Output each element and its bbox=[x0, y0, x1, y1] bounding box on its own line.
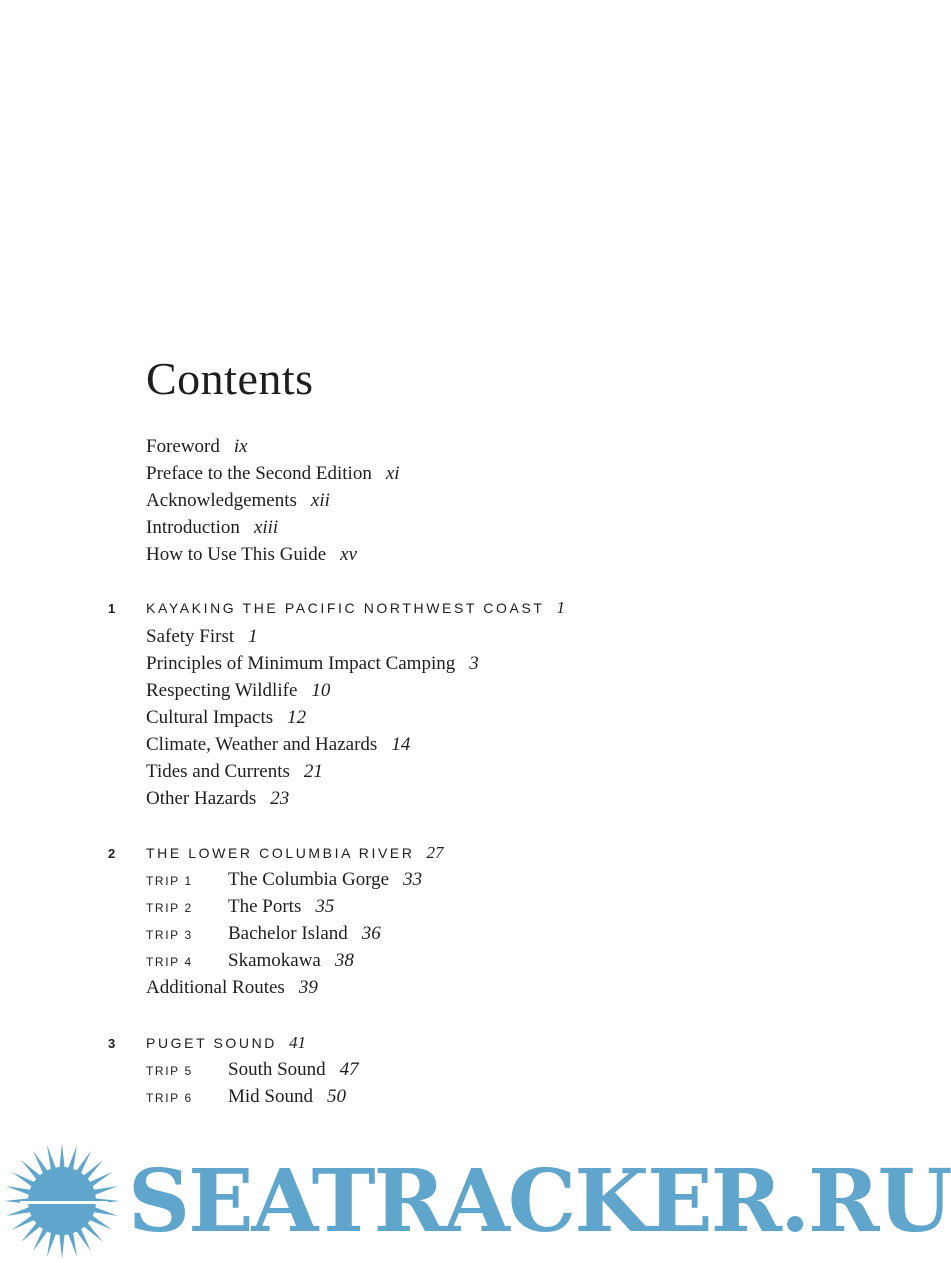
trip-label: TRIP 3 bbox=[146, 928, 193, 942]
entry-page: 14 bbox=[391, 734, 411, 755]
toc-entry[interactable] bbox=[146, 734, 410, 756]
entry-label: Preface to the Second Edition bbox=[146, 463, 372, 484]
chapter-number: 3 bbox=[108, 1036, 116, 1051]
trip-label: TRIP 2 bbox=[146, 901, 193, 915]
chapter-title-text: PUGET SOUND bbox=[146, 1035, 278, 1051]
chapter-number: 1 bbox=[108, 601, 116, 616]
toc-entry[interactable] bbox=[146, 490, 330, 512]
entry-label: Tides and Currents bbox=[146, 761, 290, 782]
toc-entry[interactable] bbox=[146, 653, 479, 675]
sun-ray bbox=[47, 1229, 57, 1257]
trip-entry[interactable] bbox=[228, 1059, 359, 1081]
toc-entry[interactable] bbox=[146, 463, 400, 485]
entry-page: 21 bbox=[303, 761, 323, 782]
sun-ray bbox=[90, 1186, 118, 1196]
entry-page: 41 bbox=[289, 1033, 307, 1052]
sun-ray bbox=[6, 1186, 34, 1196]
entry-page: 10 bbox=[311, 680, 331, 701]
entry-page: ix bbox=[233, 436, 248, 457]
trip-name: Skamokawa bbox=[228, 950, 321, 971]
trip-entry[interactable] bbox=[228, 950, 354, 972]
trip-entry[interactable] bbox=[228, 1086, 346, 1108]
sun-ray bbox=[67, 1145, 77, 1173]
trip-name: South Sound bbox=[228, 1059, 326, 1080]
trip-name: The Columbia Gorge bbox=[228, 869, 390, 890]
entry-label: Introduction bbox=[146, 517, 240, 538]
trip-name: Bachelor Island bbox=[228, 923, 348, 944]
entry-page: 35 bbox=[315, 896, 335, 917]
entry-page: 3 bbox=[469, 653, 479, 674]
entry-label: How to Use This Guide bbox=[146, 544, 327, 565]
toc-entry[interactable] bbox=[146, 626, 258, 648]
entry-page: 1 bbox=[248, 626, 258, 647]
entry-page: xiii bbox=[253, 517, 279, 538]
sun-ray bbox=[59, 1143, 65, 1171]
sun-ray bbox=[6, 1206, 34, 1216]
entry-page: 12 bbox=[287, 707, 307, 728]
sun-ray bbox=[47, 1145, 57, 1173]
entry-page: xv bbox=[340, 544, 358, 565]
entry-page: 36 bbox=[361, 923, 381, 944]
toc-entry[interactable] bbox=[146, 977, 318, 999]
entry-page: 39 bbox=[298, 977, 318, 998]
watermark-text: SEATRACKER.RU bbox=[128, 1151, 951, 1252]
toc-entry[interactable] bbox=[146, 680, 330, 702]
chapter-number: 2 bbox=[108, 846, 116, 861]
chapter-title[interactable] bbox=[146, 597, 565, 619]
trip-entry[interactable] bbox=[228, 896, 334, 918]
toc-entry[interactable] bbox=[146, 544, 357, 566]
toc-entry[interactable] bbox=[146, 707, 306, 729]
sun-ray bbox=[59, 1231, 65, 1259]
entry-page: 1 bbox=[556, 598, 566, 617]
entry-label: Other Hazards bbox=[146, 788, 257, 809]
entry-label: Principles of Minimum Impact Camping bbox=[146, 653, 456, 674]
entry-label: Safety First bbox=[146, 626, 235, 647]
entry-page: xii bbox=[310, 490, 330, 511]
entry-label: Additional Routes bbox=[146, 977, 285, 998]
sun-ray bbox=[90, 1206, 118, 1216]
chapter-title-text: THE LOWER COLUMBIA RIVER bbox=[146, 845, 415, 861]
chapter-title-text: KAYAKING THE PACIFIC NORTHWEST COAST bbox=[146, 600, 545, 616]
toc-entry[interactable] bbox=[146, 788, 289, 810]
trip-name: The Ports bbox=[228, 896, 302, 917]
toc-entry[interactable] bbox=[146, 517, 278, 539]
entry-label: Climate, Weather and Hazards bbox=[146, 734, 378, 755]
trip-name: Mid Sound bbox=[228, 1086, 313, 1107]
entry-page: 23 bbox=[270, 788, 290, 809]
chapter-title[interactable] bbox=[146, 842, 444, 864]
trip-label: TRIP 1 bbox=[146, 874, 193, 888]
sun-ray bbox=[67, 1229, 77, 1257]
trip-entry[interactable] bbox=[228, 923, 381, 945]
entry-page: 27 bbox=[426, 843, 444, 862]
entry-page: 38 bbox=[334, 950, 354, 971]
toc-entry[interactable] bbox=[146, 436, 248, 458]
entry-label: Acknowledgements bbox=[146, 490, 297, 511]
page-title: Contents bbox=[146, 353, 314, 404]
entry-page: 50 bbox=[327, 1086, 346, 1107]
entry-label: Cultural Impacts bbox=[146, 707, 274, 728]
entry-page: 33 bbox=[403, 869, 423, 890]
trip-label: TRIP 4 bbox=[146, 955, 193, 969]
entry-page: xi bbox=[385, 463, 400, 484]
entry-page: 47 bbox=[339, 1059, 359, 1080]
trip-entry[interactable] bbox=[228, 869, 422, 891]
trip-label: TRIP 5 bbox=[146, 1064, 193, 1078]
toc-entry[interactable] bbox=[146, 761, 323, 783]
entry-label: Foreword bbox=[146, 436, 220, 457]
entry-label: Respecting Wildlife bbox=[146, 680, 298, 701]
trip-label: TRIP 6 bbox=[146, 1091, 193, 1105]
chapter-title[interactable] bbox=[146, 1032, 306, 1054]
